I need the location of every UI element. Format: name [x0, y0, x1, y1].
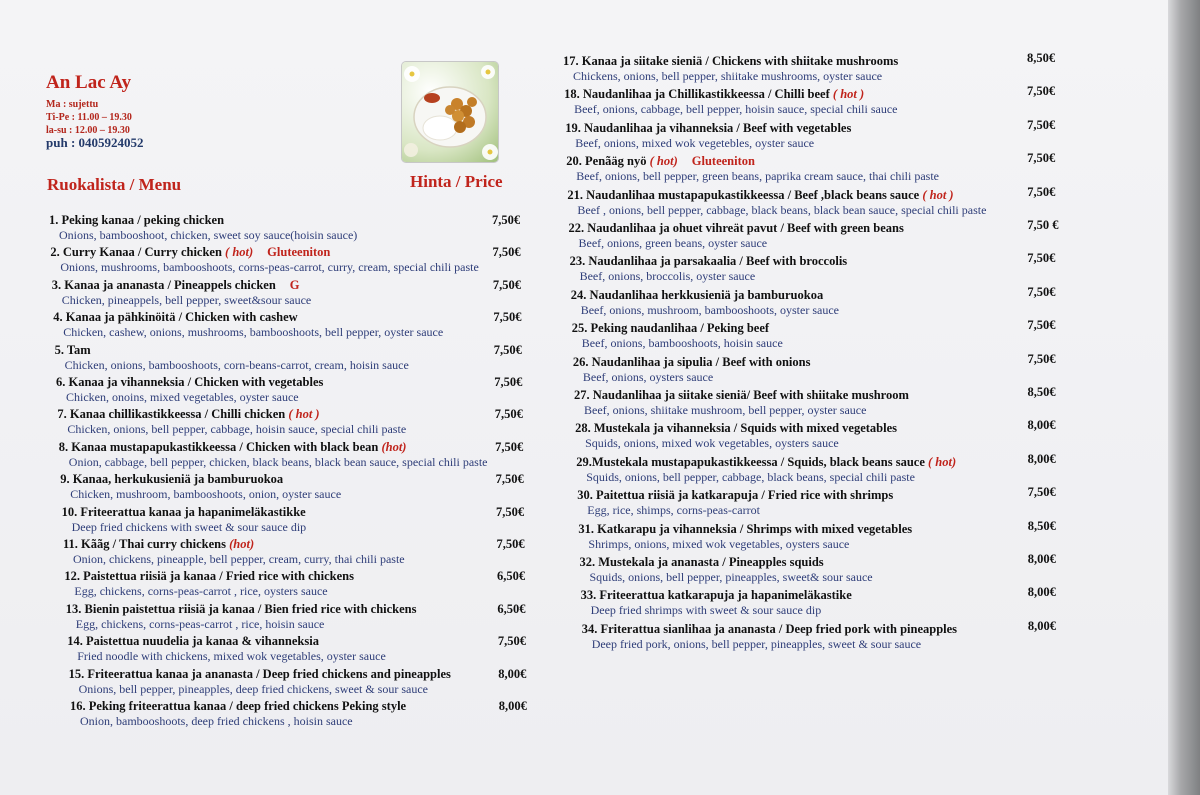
menu-item-price: 7,50 € — [1027, 218, 1059, 232]
menu-item-description: Beef, onions, green beans, oyster sauce — [578, 236, 768, 250]
menu-item-title: 16. Peking friteerattua kanaa / deep fried chickens Peking style — [70, 699, 407, 713]
menu-item-name — [577, 488, 893, 503]
menu-item-name — [575, 421, 897, 436]
menu-item-price: 8,00€ — [1027, 451, 1056, 466]
menu-item — [52, 278, 311, 307]
menu-item-title: 15. Friteerattua kanaa ja ananasta / Deep fried chickens and pineapples — [68, 666, 451, 681]
menu-item-name — [66, 602, 417, 617]
menu-item-description: Chicken, pineappels, bell pepper, sweet&sour sauce — [61, 292, 312, 307]
opening-hours — [46, 98, 132, 137]
menu-item-name — [580, 555, 873, 570]
menu-item — [571, 288, 839, 317]
menu-item-name — [55, 343, 409, 358]
hours-line: la-su : 12.00 – 19.30 — [46, 125, 130, 136]
menu-item-description: Onion, chickens, pineapple, bell pepper, cream, curry, thai chili paste — [73, 552, 405, 566]
menu-item-title: 13. Bienin paistettua riisiä ja kanaa / Bien fried rice with chickens — [65, 601, 417, 616]
menu-item-price: 7,50€ — [492, 277, 522, 292]
menu-item-name — [53, 310, 443, 325]
menu-item — [69, 667, 451, 696]
gluten-free-label: G — [289, 277, 300, 292]
menu-item — [70, 699, 406, 728]
menu-item-name — [563, 54, 898, 69]
menu-item-title: 10. Friteerattua kanaa ja hapanimeläkastikke — [61, 504, 306, 519]
menu-item-description: Egg, chickens, corns-peas-carrot , rice, oysters sauce — [74, 584, 328, 599]
menu-item-description: Beef, onions, bambooshoots, hoisin sauce — [581, 336, 783, 351]
menu-item-description: Squids, onions, bell pepper, pineapples, sweet& sour sauce — [589, 570, 873, 584]
menu-item-price: 7,50€ — [494, 407, 523, 422]
menu-item-name — [567, 188, 986, 203]
menu-item-description: Beef , onions, bell pepper, cabbage, black beans, black bean sauce, special chili paste — [577, 202, 987, 217]
menu-item — [566, 154, 939, 183]
menu-item — [582, 622, 957, 651]
menu-item-title: 8. Kanaa mustapapukastikkeessa / Chicken with black bean — [58, 439, 379, 454]
menu-item-description: Chicken, mushroom, bambooshoots, onion, oyster sauce — [70, 487, 342, 502]
menu-item-price: 7,50€ — [493, 342, 522, 357]
menu-heading: Ruokalista / Menu — [47, 175, 182, 194]
menu-item-title: 24. Naudanlihaa herkkusieniä ja bamburuokoa — [570, 287, 824, 302]
menu-item — [572, 321, 783, 350]
menu-item-price: 8,00€ — [1027, 418, 1056, 433]
menu-item — [575, 421, 897, 450]
page-edge — [1168, 0, 1200, 795]
menu-item-price: 7,50€ — [494, 375, 523, 389]
menu-item-title: 20. Penãäg nyö — [566, 154, 647, 169]
menu-item-name — [63, 537, 405, 552]
menu-item-price: 7,50€ — [1027, 318, 1056, 333]
menu-item — [567, 188, 986, 217]
spicy-label: ( hot ) — [832, 87, 865, 102]
menu-item — [49, 213, 357, 242]
spicy-label: ( hot) — [225, 245, 254, 260]
menu-item-title: 30. Paitettua riisiä ja katkarapuja / Fried rice with shrimps — [577, 488, 894, 503]
menu-item — [573, 355, 811, 384]
menu-item-description: Chicken, onoins, mixed vegetables, oyster sauce — [66, 390, 299, 404]
menu-item-price: 8,00€ — [498, 699, 527, 713]
menu-item-price: 7,50€ — [495, 472, 524, 487]
menu-item-name — [566, 154, 939, 169]
menu-item-title: 4. Kanaa ja pähkinöitä / Chicken with cashew — [53, 310, 298, 325]
menu-item-name — [576, 455, 956, 470]
menu-item-description: Beef, onions, mushroom, bambooshoots, oyster sauce — [580, 302, 839, 317]
menu-item-name — [60, 472, 341, 487]
menu-item — [580, 555, 873, 584]
menu-item-description: Deep fried chickens with sweet & sour sauce dip — [71, 519, 307, 534]
menu-item — [56, 375, 323, 404]
menu-item-name — [564, 87, 897, 102]
menu-item-price: 7,50€ — [496, 504, 525, 519]
menu-item-price: 7,50€ — [1027, 84, 1056, 99]
price-heading: Hinta / Price — [410, 172, 503, 191]
menu-item-name — [578, 522, 912, 537]
menu-item — [60, 472, 341, 501]
menu-item-title: 32. Mustekala ja ananasta / Pineapples squids — [579, 555, 824, 569]
menu-item-description: Onion, bambooshoots, deep fried chickens , hoisin sauce — [80, 714, 353, 728]
menu-item-name — [582, 622, 957, 637]
menu-item — [53, 310, 443, 339]
spicy-label: (hot) — [381, 439, 407, 454]
menu-item — [59, 440, 488, 469]
menu-item-price: 7,50€ — [492, 213, 521, 227]
menu-item-name — [57, 407, 406, 422]
menu-item-description: Beef, onions, mixed wok vegetebles, oyster sauce — [575, 135, 815, 150]
menu-item-title: 5. Tam — [54, 342, 91, 357]
menu-item — [570, 254, 848, 283]
menu-item-price: 8,50€ — [1027, 51, 1056, 65]
menu-item — [564, 87, 897, 116]
menu-item-price: 8,50€ — [1027, 518, 1056, 533]
menu-item-description: Chickens, onions, bell pepper, shiitake mushrooms, oyster sauce — [573, 69, 883, 83]
menu-item-name — [69, 667, 451, 682]
menu-item-name — [67, 634, 386, 649]
menu-item — [57, 407, 406, 436]
menu-item-description: Beef, onions, shiitake mushroom, bell pepper, oyster sauce — [584, 403, 867, 417]
gluten-free-label: Gluteeniton — [691, 154, 755, 169]
menu-item-title: 31. Katkarapu ja vihanneksia / Shrimps with mixed vegetables — [578, 521, 913, 536]
menu-item-name — [59, 440, 488, 455]
menu-item — [63, 537, 405, 566]
menu-item — [578, 522, 912, 551]
menu-item — [576, 455, 956, 484]
menu-item-title: 6. Kanaa ja vihanneksia / Chicken with vegetables — [56, 375, 324, 389]
restaurant-name: An Lac Ay — [46, 72, 132, 93]
menu-item — [62, 505, 307, 534]
menu-item-description: Beef, onions, cabbage, bell pepper, hoisin sauce, special chili sauce — [574, 102, 898, 117]
menu-item-title: 29.Mustekala mustapapukastikkeessa / Squids, black beans sauce — [576, 454, 925, 469]
menu-item-name — [49, 213, 357, 228]
menu-item-price: 8,00€ — [1027, 618, 1056, 633]
menu-item-name — [62, 505, 307, 520]
menu-item-title: 3. Kanaa ja ananasta / Pineappels chicken — [51, 277, 276, 292]
menu-item-name — [572, 321, 783, 336]
menu-item-price: 8,00€ — [498, 666, 527, 681]
menu-item — [565, 121, 851, 150]
menu-item-description: Onions, mushrooms, bambooshoots, corns-peas-carrot, curry, cream, special chili paste — [60, 260, 479, 275]
menu-item — [67, 634, 386, 663]
gluten-free-label: Gluteeniton — [267, 245, 331, 260]
menu-item-price: 7,50€ — [1027, 351, 1056, 366]
menu-item-price: 7,50€ — [1027, 151, 1056, 166]
menu-item — [581, 588, 852, 617]
menu-item-price: 7,50€ — [495, 439, 524, 454]
menu-item-name — [50, 245, 478, 260]
spicy-label: ( hot ) — [922, 187, 954, 202]
menu-item-name — [565, 121, 851, 136]
menu-item-price: 7,50€ — [493, 310, 522, 325]
menu-item-title: 17. Kanaa ja siitake sieniä / Chickens with shiitake mushrooms — [563, 54, 899, 68]
menu-item-title: 28. Mustekala ja vihanneksia / Squids with mixed vegetables — [575, 421, 898, 436]
menu-item-price: 6,50€ — [496, 569, 526, 584]
hours-line: Ti-Pe : 11.00 – 19.30 — [46, 112, 132, 123]
menu-item-description: Onions, bambooshoot, chicken, sweet soy sauce(hoisin sauce) — [59, 228, 358, 242]
menu-item-name — [574, 388, 909, 403]
menu-item — [574, 388, 909, 417]
menu-item-title: 2. Curry Kanaa / Curry chicken — [50, 245, 222, 260]
menu-item — [569, 221, 904, 250]
menu-item — [563, 54, 898, 83]
menu-item-price: 7,50€ — [1027, 251, 1056, 266]
menu-item-price: 8,50€ — [1027, 385, 1056, 399]
food-photo — [402, 62, 498, 162]
menu-item-title: 23. Naudanlihaa ja parsakaalia / Beef with broccolis — [569, 254, 848, 269]
menu-item-price: 7,50€ — [492, 245, 521, 260]
menu-item-description: Beef, onions, broccolis, oyster sauce — [579, 269, 756, 284]
menu-item-name — [70, 699, 406, 714]
menu-item-price: 8,00€ — [1027, 585, 1056, 600]
menu-item-price: 8,00€ — [1027, 552, 1056, 566]
menu-item-title: 9. Kanaa, herkukusieniä ja bamburuokoa — [60, 472, 284, 487]
menu-item-price: 7,50€ — [497, 634, 526, 649]
hours-line: Ma : sujettu — [46, 99, 99, 110]
menu-item — [66, 602, 417, 631]
menu-item-title: 21. Naudanlihaa mustapapukastikkeessa / Beef ,black beans sauce — [567, 187, 920, 202]
menu-item-description: Onion, cabbage, bell pepper, chicken, black beans, black bean sauce, special chili paste — [68, 454, 488, 469]
phone-number: puh : 0405924052 — [46, 135, 144, 150]
menu-item-name — [570, 254, 848, 269]
menu-item-description: Beef, onions, bell pepper, green beans, paprika cream sauce, thai chili paste — [576, 169, 940, 184]
spicy-label: (hot) — [229, 537, 255, 551]
menu-item-title: 1. Peking kanaa / peking chicken — [49, 213, 225, 227]
menu-item-price: 7,50€ — [496, 537, 525, 551]
menu-item-title: 19. Naudanlihaa ja vihanneksia / Beef with vegetables — [565, 120, 852, 135]
spicy-label: ( hot) — [928, 454, 957, 469]
menu-item-price: 7,50€ — [1027, 117, 1056, 132]
menu-item-name — [571, 288, 839, 303]
menu-item-description: Egg, chickens, corns-peas-carrot , rice, hoisin sauce — [75, 616, 325, 631]
menu-item-description: Egg, rice, shimps, corns-peas-carrot — [587, 503, 760, 518]
menu-item-description: Deep fried pork, onions, bell pepper, pineapples, sweet & sour sauce — [591, 636, 922, 651]
menu-item-description: Squids, onions, bell pepper, cabbage, black beans, special chili paste — [586, 469, 915, 484]
menu-item-description: Shrimps, onions, mixed wok vegetables, oysters sauce — [588, 536, 850, 551]
menu-item-name — [64, 569, 354, 584]
menu-item-title: 14. Paistettua nuudelia ja kanaa & vihanneksia — [67, 634, 319, 649]
menu-item-title: 27. Naudanlihaa ja siitake sieniä/ Beef with shiitake mushroom — [574, 388, 909, 402]
menu-item-title: 22. Naudanlihaa ja ohuet vihreät pavut / Beef with green beans — [568, 221, 904, 235]
menu-item-name — [581, 588, 852, 603]
menu-item — [50, 245, 478, 274]
menu-item-title: 34. Friterattua sianlihaa ja ananasta / Deep fried pork with pineapples — [581, 621, 958, 636]
menu-item-title: 12. Paistettua riisiä ja kanaa / Fried rice with chickens — [64, 569, 354, 584]
menu-item-description: Onions, bell pepper, pineapples, deep fried chickens, sweet & sour sauce — [78, 681, 428, 696]
menu-item-name — [573, 355, 811, 370]
spicy-label: ( hot) — [649, 154, 678, 169]
menu-item-name — [569, 221, 904, 236]
menu-item-description: Squids, onions, mixed wok vegetables, oysters sauce — [585, 436, 839, 451]
menu-item — [55, 343, 409, 372]
menu-item — [577, 488, 893, 517]
menu-item — [64, 569, 354, 598]
menu-item-title: 33. Friteerattua katkarapuja ja hapanimeläkastike — [580, 588, 852, 603]
menu-item-name — [52, 278, 311, 293]
menu-item-price: 7,50€ — [1027, 485, 1056, 500]
menu-item-description: Beef, onions, oysters sauce — [582, 369, 714, 384]
menu-item-title: 25. Peking naudanlihaa / Peking beef — [571, 321, 770, 336]
menu-item-title: 18. Naudanlihaa ja Chillikastikkeessa / Chilli beef — [564, 87, 830, 102]
menu-item-name — [56, 375, 323, 390]
menu-item-title: 7. Kanaa chillikastikkeessa / Chilli chicken — [57, 407, 286, 422]
menu-item-title: 26. Naudanlihaa ja sipulia / Beef with onions — [572, 354, 811, 369]
spicy-label: ( hot ) — [288, 407, 320, 422]
menu-item-description: Chicken, cashew, onions, mushrooms, bambooshoots, bell pepper, oyster sauce — [63, 325, 444, 340]
menu-item-price: 6,50€ — [497, 601, 526, 616]
menu-item-description: Fried noodle with chickens, mixed wok vegetables, oyster sauce — [77, 649, 386, 664]
menu-item-description: Chicken, onions, bambooshoots, corn-beans-carrot, cream, hoisin sauce — [64, 357, 409, 372]
menu-item-description: Deep fried shrimps with sweet & sour sauce dip — [590, 603, 822, 618]
menu-item-price: 7,50€ — [1027, 184, 1056, 199]
menu-item-title: 11. Kããg / Thai curry chickens — [63, 537, 226, 551]
menu-item-description: Chicken, onions, bell pepper, cabbage, hoisin sauce, special chili paste — [67, 422, 407, 437]
menu-item-price: 7,50€ — [1027, 284, 1056, 299]
